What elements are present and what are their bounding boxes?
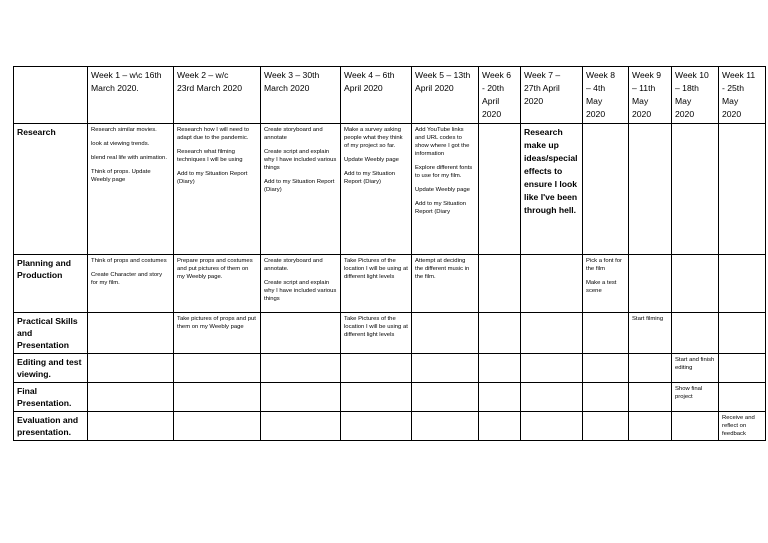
table-cell <box>583 255 629 313</box>
cell-task: Update Weebly page <box>344 157 399 163</box>
table-cell <box>174 383 261 412</box>
cell-task: Create script and explain why I have included various things <box>264 149 337 171</box>
week-header-w2 <box>174 67 261 124</box>
week-header-w8 <box>583 67 629 124</box>
week-header-w7 <box>521 67 583 124</box>
table-cell <box>341 124 412 255</box>
table-cell <box>174 313 261 354</box>
table-cell <box>341 412 412 441</box>
table-cell <box>629 313 672 354</box>
week-header-w10 <box>672 67 719 124</box>
week-header-label: Week 11 - 25th May 2020 <box>722 70 756 119</box>
table-cell <box>479 313 521 354</box>
table-row <box>14 383 766 412</box>
cell-task: Show final project <box>675 386 703 400</box>
table-cell <box>88 412 174 441</box>
week-header-w3 <box>261 67 341 124</box>
table-cell <box>412 255 479 313</box>
cell-task: Add to my Situation Report (Diary) <box>344 171 396 185</box>
table-cell <box>583 124 629 255</box>
table-cell <box>479 412 521 441</box>
table-cell <box>261 412 341 441</box>
cell-task: blend real life with animation. <box>91 155 167 161</box>
week-header-label: Week 2 – w/c 23rd March 2020 <box>177 70 242 93</box>
table-row <box>14 255 766 313</box>
table-cell <box>629 412 672 441</box>
row-header: Research <box>14 124 88 255</box>
row-header: Planning and Production <box>14 255 88 313</box>
table-cell <box>479 354 521 383</box>
cell-task: Create storyboard and annotate. <box>264 258 323 272</box>
week-header-label: Week 7 – 27th April 2020 <box>524 70 561 106</box>
cell-task: Make a survey asking people what they think of my project so far. <box>344 127 403 149</box>
table-cell <box>341 354 412 383</box>
table-cell <box>521 383 583 412</box>
cell-task: Make a test scene <box>586 280 617 294</box>
table-cell <box>719 354 766 383</box>
table-cell <box>341 383 412 412</box>
cell-task: Create storyboard and annotate <box>264 127 323 141</box>
cell-task: Add to my Situation Report (Diary <box>415 201 467 215</box>
table-cell <box>174 412 261 441</box>
cell-task: Prepare props and costumes and put pictures of them on my Weebly page. <box>177 258 253 280</box>
cell-task: Explore different fonts to use for my film. <box>415 165 473 179</box>
week-header-w1 <box>88 67 174 124</box>
cell-task: Research what filming techniques I will be using <box>177 149 243 163</box>
week-header-label: Week 3 – 30th March 2020 <box>264 70 320 93</box>
cell-task: Attempt at deciding the different music in the film. <box>415 258 470 280</box>
table-cell <box>629 383 672 412</box>
table-cell <box>479 124 521 255</box>
table-cell <box>174 255 261 313</box>
week-header-w6 <box>479 67 521 124</box>
table-cell <box>174 124 261 255</box>
table-cell <box>261 255 341 313</box>
table-cell <box>412 313 479 354</box>
cell-task: Add to my Situation Report (Diary) <box>264 179 335 193</box>
table-cell <box>629 354 672 383</box>
week-header-w5 <box>412 67 479 124</box>
table-cell <box>261 354 341 383</box>
table-cell <box>719 255 766 313</box>
cell-task: Pick a font for the film <box>586 258 623 272</box>
table-cell <box>583 313 629 354</box>
cell-task: Take Pictures of the location I will be using at different light levels <box>344 316 408 338</box>
row-header: Evaluation and presentation. <box>14 412 88 441</box>
table-cell <box>521 313 583 354</box>
table-cell <box>261 313 341 354</box>
table-cell <box>672 255 719 313</box>
table-cell <box>412 412 479 441</box>
table-cell <box>412 354 479 383</box>
table-cell-highlight: Research make up ideas/special effects to ensure I look like I've been through hell. <box>521 124 583 255</box>
table-cell <box>521 354 583 383</box>
table-cell <box>88 383 174 412</box>
corner-cell <box>14 67 88 124</box>
table-cell <box>672 124 719 255</box>
table-cell <box>341 313 412 354</box>
table-row <box>14 354 766 383</box>
week-header-label: Week 1 – w\c 16th March 2020. <box>91 70 162 93</box>
cell-task: Take Pictures of the location I will be using at different light levels <box>344 258 408 280</box>
table-cell <box>583 383 629 412</box>
table-cell <box>88 354 174 383</box>
table-cell <box>629 255 672 313</box>
table-cell <box>672 313 719 354</box>
table-cell <box>672 354 719 383</box>
cell-task: Add to my Situation Report (Diary) <box>177 171 248 185</box>
cell-task: Create Character and story for my film. <box>91 272 163 286</box>
table-cell <box>719 383 766 412</box>
table-cell <box>583 354 629 383</box>
row-header: Final Presentation. <box>14 383 88 412</box>
table-cell <box>479 255 521 313</box>
week-header-w9 <box>629 67 672 124</box>
week-header-w4 <box>341 67 412 124</box>
table-cell <box>583 412 629 441</box>
table-cell <box>719 124 766 255</box>
week-header-label: Week 5 – 13th April 2020 <box>415 70 471 93</box>
table-row <box>14 412 766 441</box>
week-header-label: Week 6 - 20th April 2020 <box>482 70 511 119</box>
week-header-label: Week 10 – 18th May 2020 <box>675 70 709 119</box>
table-row <box>14 124 766 255</box>
cell-task: Add YouTube links and URL codes to show where I got the information <box>415 127 470 157</box>
table-cell <box>261 124 341 255</box>
table-cell <box>88 313 174 354</box>
table-cell <box>341 255 412 313</box>
week-header-label: Week 4 – 6th April 2020 <box>344 70 395 93</box>
table-cell <box>412 124 479 255</box>
table-cell <box>672 383 719 412</box>
schedule-table <box>13 66 766 441</box>
table-cell <box>412 383 479 412</box>
week-header-w11 <box>719 67 766 124</box>
table-cell <box>719 412 766 441</box>
cell-task: Research how I will need to adapt due to the pandemic. <box>177 127 250 141</box>
table-cell <box>174 354 261 383</box>
table-cell <box>479 383 521 412</box>
week-header-label: Week 9 – 11th May 2020 <box>632 70 661 119</box>
cell-task: Start and finish editing <box>675 357 715 371</box>
table-cell <box>629 124 672 255</box>
cell-task: Update Weebly page <box>415 187 470 193</box>
table-cell <box>261 383 341 412</box>
row-header: Editing and test viewing. <box>14 354 88 383</box>
cell-task: Think of props. Update Weebly page <box>91 169 151 183</box>
table-cell <box>521 255 583 313</box>
table-cell <box>88 255 174 313</box>
cell-task: Start filming <box>632 316 664 322</box>
week-header-label: Week 8 – 4th May 2020 <box>586 70 615 119</box>
cell-task: Create script and explain why I have included various things <box>264 280 337 302</box>
table-cell <box>719 313 766 354</box>
table-cell <box>521 412 583 441</box>
schedule-body <box>14 124 766 441</box>
cell-task: Think of props and costumes <box>91 258 167 264</box>
header-row <box>14 67 766 124</box>
table-cell <box>672 412 719 441</box>
cell-task: Receive and reflect on feedback <box>722 415 755 437</box>
cell-task: Research similar movies. <box>91 127 157 133</box>
cell-task: Take pictures of props and put them on my Weebly page <box>177 316 256 330</box>
row-header: Practical Skills and Presentation <box>14 313 88 354</box>
table-row <box>14 313 766 354</box>
cell-task: look at viewing trends. <box>91 141 150 147</box>
table-cell <box>88 124 174 255</box>
